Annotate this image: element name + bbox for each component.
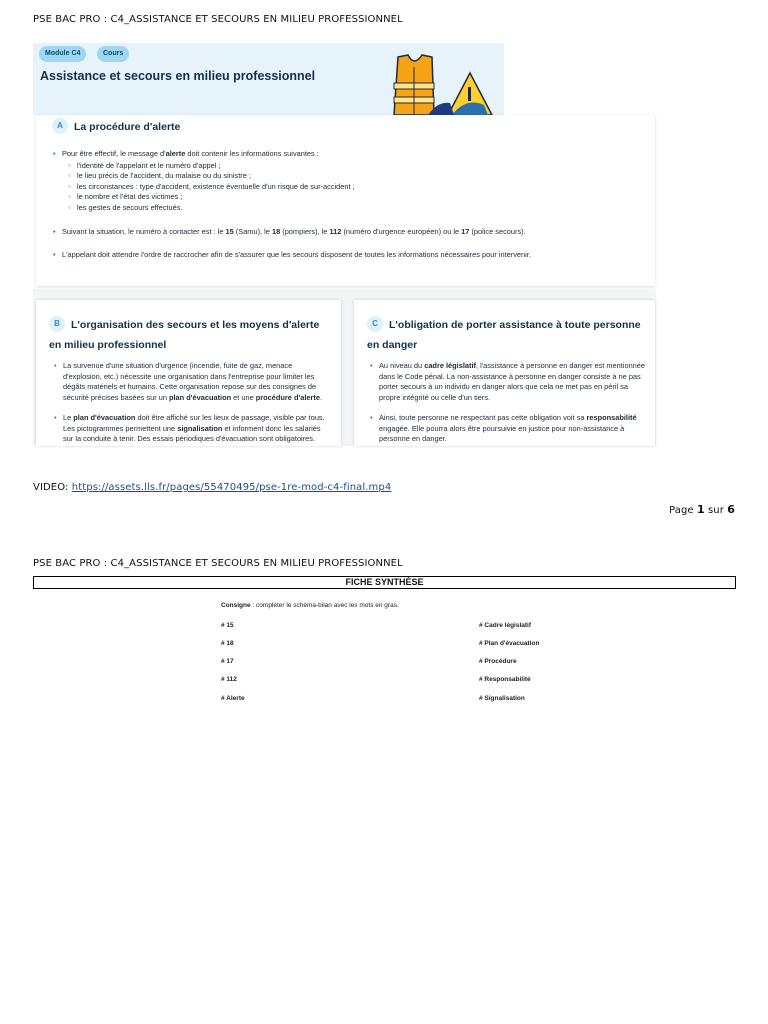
word-item: # Plan d'évacuation <box>479 640 540 647</box>
page-number: Page 1 sur 6 <box>669 503 735 516</box>
video-link[interactable]: https://assets.lls.fr/pages/55470495/pse-1re-mod-c4-final.mp4 <box>71 482 392 493</box>
word-item: # 18 <box>221 640 234 647</box>
section-b-title: L'organisation des secours et les moyens d'alerte en milieu professionnel <box>49 319 320 351</box>
list-item: • L'appelant doit attendre l'ordre de raccrocher afin de s'assurer que les secours disposent de toutes les informations nécessaires pour intervenir. <box>53 250 649 261</box>
word-item: # Cadre législatif <box>479 622 532 629</box>
warning-triangle-icon <box>428 73 492 115</box>
section-b-panel <box>36 300 341 446</box>
word-item: # 17 <box>221 658 234 665</box>
word-item: # 112 <box>221 676 237 683</box>
list-item: • Suivant la situation, le numéro à contacter est : le 15 (Samu), le 18 (pompiers), le 112 (numéro d'urgence européen) ou le 17 (police secours). <box>53 227 649 238</box>
list-item: • La survenue d'une situation d'urgence (incendie, fuite de gaz, menace d'explosion, etc.) nécessite une organisation dans l'entreprise pour limiter les dégâts matériels et humains. Cette organisation repose sur des consignes de sécurité précises basées sur un plan d'évacuation et une procédure d'alerte. <box>54 361 330 403</box>
sub-list-item: ○ les gestes de secours effectués. <box>68 203 649 214</box>
video-line <box>33 482 391 493</box>
module-chip: Module C4 <box>39 46 86 62</box>
sub-list-item: ○ le lieu précis de l'accident, du malaise ou du sinistre ; <box>68 171 649 182</box>
list-item: • Au niveau du cadre législatif, l'assistance à personne en danger est mentionnée dans le Code pénal. La non-assistance à personne en danger consiste à ne pas porter secours à un individu en danger alors que cela ne met pas en péril sa propre intégrité ou celle d'un tiers. <box>370 361 648 403</box>
section-c-panel <box>354 300 655 446</box>
section-a-panel <box>36 115 655 286</box>
word-item: # 15 <box>221 622 234 629</box>
synthese-panel <box>214 596 554 714</box>
word-item: # Alerte <box>221 695 245 702</box>
section-c-body <box>370 361 648 446</box>
cours-chip: Cours <box>97 46 129 62</box>
fiche-synthese-title: FICHE SYNTHÈSE <box>33 576 736 589</box>
section-c-letter: C <box>367 316 383 332</box>
section-b-letter: B <box>49 316 65 332</box>
consigne: Consigne : compléter le schéma-bilan avec les mots en gras. <box>221 602 399 609</box>
course-title: Assistance et secours en milieu professionnel <box>40 69 316 83</box>
section-a-title: La procédure d'alerte <box>74 121 181 133</box>
section-a-heading <box>52 115 180 135</box>
safety-vest-icon <box>388 53 494 115</box>
page2-header: PSE BAC PRO : C4_ASSISTANCE ET SECOURS EN MILIEU PROFESSIONNEL <box>33 558 403 569</box>
section-a-body <box>53 149 649 267</box>
section-b-body <box>54 361 330 446</box>
list-item: • Ainsi, toute personne ne respectant pas cette obligation voit sa responsabilité engagée. Elle pourra alors être poursuivie en justice pour non-assistance à personne en danger. <box>370 413 648 445</box>
page-header: PSE BAC PRO : C4_ASSISTANCE ET SECOURS EN MILIEU PROFESSIONNEL <box>33 14 403 25</box>
sub-list-item: ○ l'identité de l'appelant et le numéro d'appel ; <box>68 161 649 172</box>
course-banner <box>33 43 504 115</box>
section-a-letter: A <box>52 118 68 134</box>
list-item: • Pour être effectif, le message d'alerte doit contenir les informations suivantes : ○ l'identité de l'appelant et le numéro d'appel ; ○ le lieu précis de l'accident, du malaise ou du sinistre ; ○ les circonstances : type d'accident, existence éventuelle d'un risque de sur-accident ; ○ le nombre et l'état des victimes ; ○ les gestes de secours effectués. <box>53 149 649 213</box>
section-c-heading <box>367 313 651 353</box>
section-b-heading <box>49 313 334 353</box>
section-c-title: L'obligation de porter assistance à toute personne en danger <box>367 319 641 351</box>
word-item: # Signalisation <box>479 695 525 702</box>
sub-list-item: ○ les circonstances : type d'accident, existence éventuelle d'un risque de sur-accident ; <box>68 182 649 193</box>
video-label: VIDEO: <box>33 482 72 493</box>
sub-list-item: ○ le nombre et l'état des victimes ; <box>68 192 649 203</box>
word-item: # Responsabilité <box>479 676 531 683</box>
word-item: # Procédure <box>479 658 517 665</box>
list-item: • Le plan d'évacuation doit être affiché sur les lieux de passage, visible par tous. Les pictogrammes permettent une signalisation et informent donc les salariés sur la conduite à tenir. Des essais périodiques d'évacuation sont obligatoires. <box>54 413 330 445</box>
